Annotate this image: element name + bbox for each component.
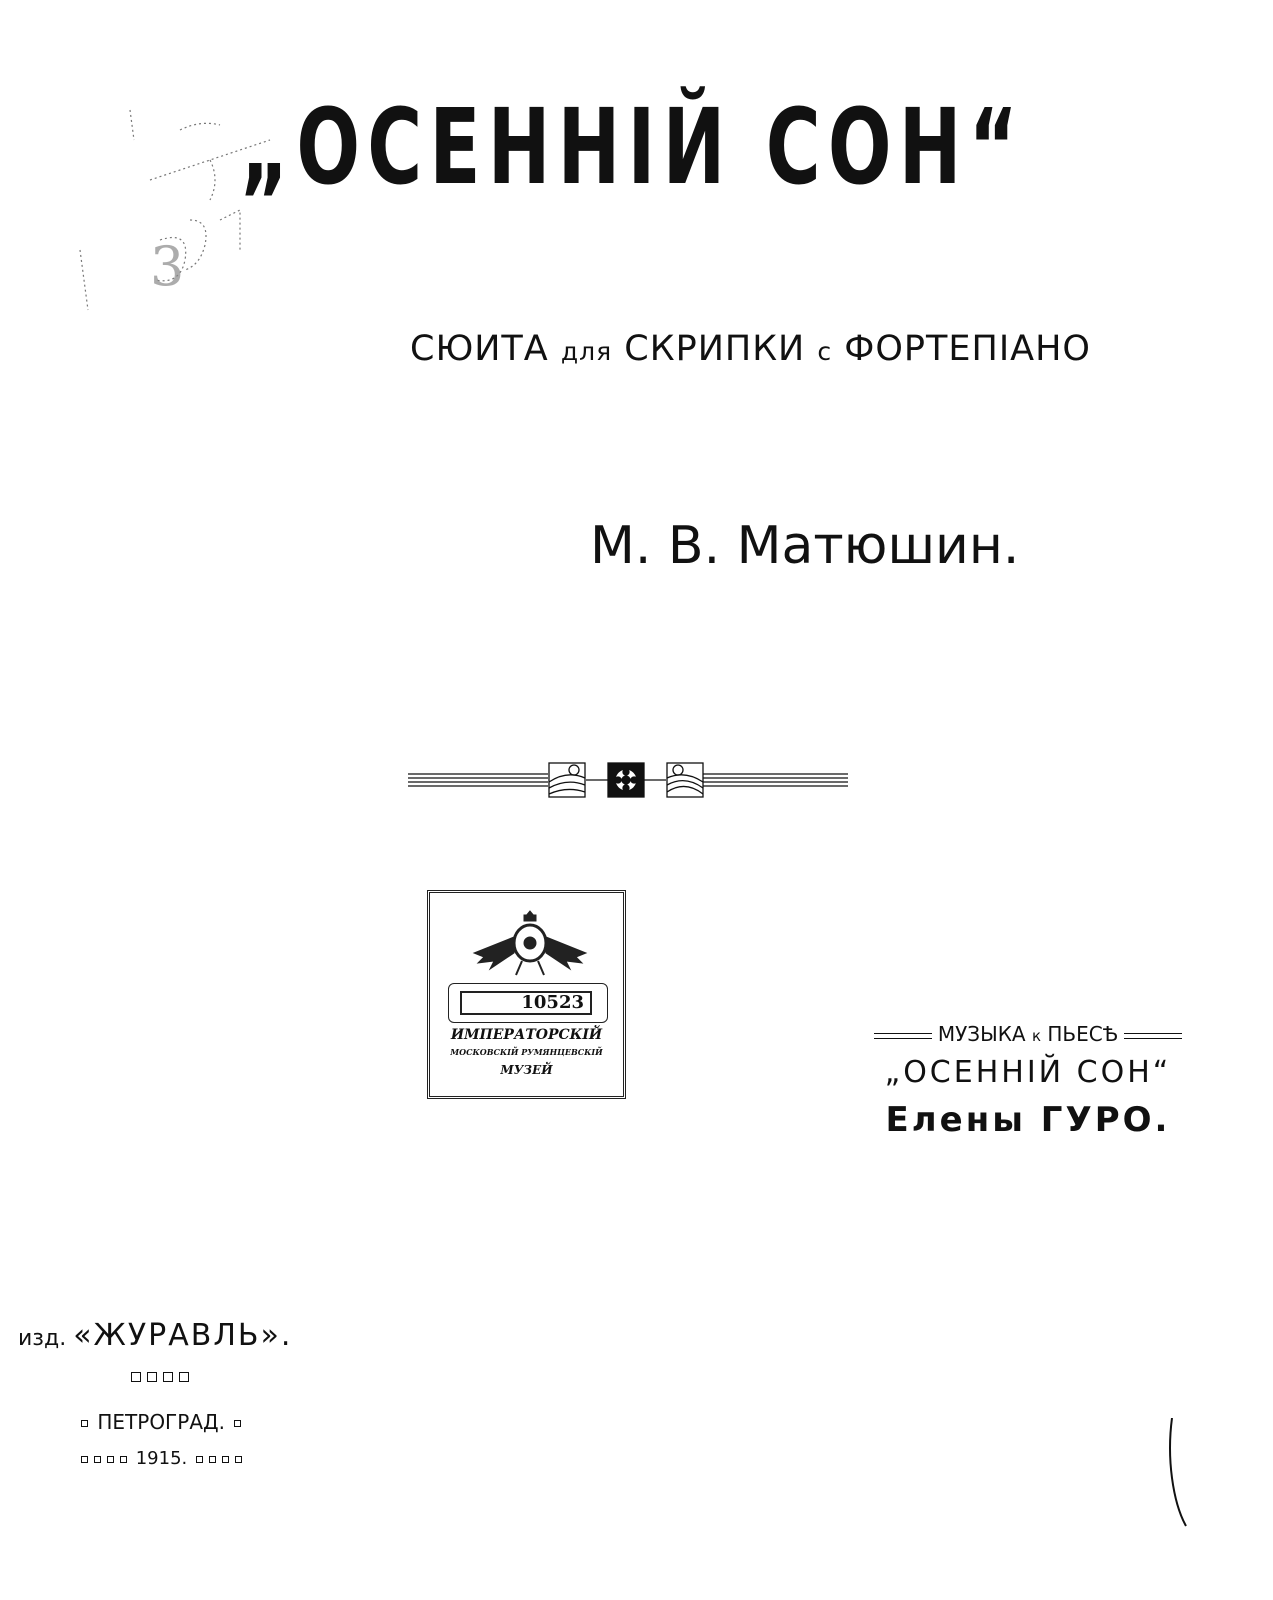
- square-icon: [147, 1372, 157, 1382]
- square-icon: [131, 1372, 141, 1382]
- publication-year: 1915.: [135, 1448, 188, 1469]
- subtitle-part: с: [817, 337, 833, 366]
- square-ornament-row: [128, 1366, 192, 1385]
- publisher-line: [18, 1318, 292, 1353]
- square-icon: [163, 1372, 173, 1382]
- publisher-city: ПЕТРОГРАД.: [97, 1410, 225, 1434]
- square-icon: [120, 1456, 127, 1463]
- stamp-line: МУЗЕЙ: [500, 1063, 553, 1077]
- year-line: [78, 1448, 245, 1469]
- publisher-prefix: изд.: [18, 1326, 74, 1351]
- square-icon: [235, 1456, 242, 1463]
- square-icon: [234, 1420, 241, 1427]
- square-icon: [196, 1456, 203, 1463]
- subtitle-part: для: [560, 337, 613, 366]
- note-header-part: ПЬЕСѢ: [1041, 1022, 1119, 1046]
- note-header: [845, 1022, 1211, 1046]
- city-line: [78, 1410, 244, 1434]
- composer-name: М. В. Матюшин.: [590, 516, 1020, 576]
- museum-stamp: [427, 890, 626, 1099]
- publisher-name: «ЖУРАВЛЬ».: [73, 1318, 293, 1353]
- rule-right: [1124, 1033, 1182, 1039]
- stamp-line: ИМПЕРАТОРСКІЙ: [450, 1027, 603, 1043]
- note-header-part: МУЗЫКА: [937, 1022, 1032, 1046]
- eagle-emblem-icon: [470, 901, 590, 981]
- handwritten-digit: 3: [150, 235, 185, 298]
- square-icon: [107, 1456, 114, 1463]
- subtitle-part: СКРИПКИ: [612, 329, 818, 369]
- square-icon: [209, 1456, 216, 1463]
- play-author: Елены ГУРО.: [885, 1100, 1171, 1140]
- subtitle-part: СЮИТА: [410, 329, 561, 369]
- subtitle-part: ФОРТЕПІАНО: [832, 329, 1091, 369]
- stamp-number: 10523: [460, 991, 592, 1015]
- page-title: „ОСЕННІЙ СОН“: [240, 86, 1026, 208]
- pen-mark: [1160, 1418, 1190, 1528]
- rule-left: [874, 1033, 932, 1039]
- square-icon: [81, 1456, 88, 1463]
- square-icon: [81, 1420, 88, 1427]
- subtitle: [410, 329, 1091, 369]
- square-icon: [94, 1456, 101, 1463]
- square-icon: [222, 1456, 229, 1463]
- stamp-line: МОСКОВСКІЙ РУМЯНЦЕВСКІЙ: [450, 1047, 603, 1057]
- note-header-part: к: [1031, 1027, 1042, 1045]
- play-title: „ОСЕННІЙ СОН“: [884, 1055, 1172, 1090]
- ornament-divider: [408, 760, 848, 800]
- square-icon: [179, 1372, 189, 1382]
